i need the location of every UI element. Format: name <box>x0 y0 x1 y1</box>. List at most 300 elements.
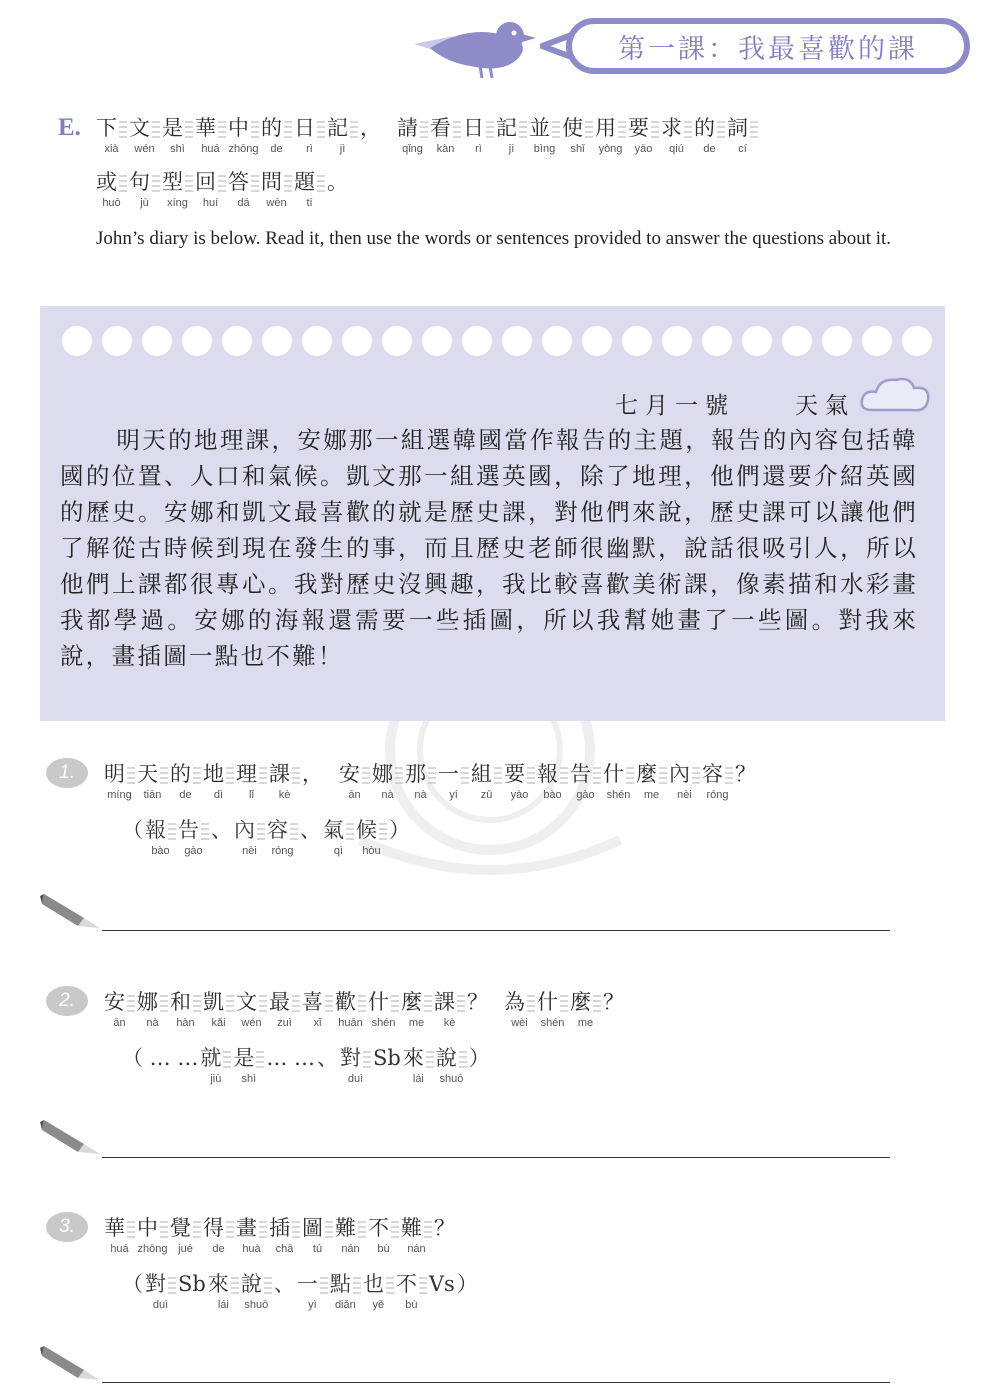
pinyin: nèi <box>677 789 692 801</box>
ruby-char <box>403 1044 434 1087</box>
hanzi: 用 <box>595 114 626 142</box>
ruby-char <box>145 1270 176 1313</box>
hanzi: 型 <box>162 168 193 196</box>
binding-hole <box>262 326 292 356</box>
ruby-char <box>236 1214 267 1257</box>
ruby-char <box>200 1044 231 1087</box>
hanzi: 地 <box>203 760 234 788</box>
pinyin: de <box>270 143 283 155</box>
ruby-char <box>170 988 201 1031</box>
hanzi: ， <box>360 116 381 140</box>
pinyin: yí <box>449 789 458 801</box>
ruby-char <box>162 168 193 211</box>
ruby-char <box>467 988 488 1031</box>
ruby-char <box>236 988 267 1031</box>
hanzi: 的 <box>170 760 201 788</box>
ruby-char <box>702 760 733 803</box>
hanzi: 難 <box>335 1214 366 1242</box>
question-2-text <box>104 988 626 1031</box>
pinyin: qì <box>333 845 344 857</box>
hanzi: 文 <box>129 114 160 142</box>
pinyin: yě <box>372 1299 385 1311</box>
pinyin: dì <box>213 789 224 801</box>
ruby-char <box>269 760 300 803</box>
ruby-char <box>469 1044 490 1087</box>
binding-hole <box>222 326 252 356</box>
hanzi: 。 <box>327 170 348 194</box>
ruby-char <box>195 168 226 211</box>
hanzi: 為 <box>504 988 535 1016</box>
ruby-char <box>537 760 568 803</box>
ruby-char <box>297 1270 328 1313</box>
pinyin: dá <box>237 197 250 209</box>
ruby-char <box>340 1044 371 1087</box>
ruby-char <box>438 760 469 803</box>
binding-hole <box>782 326 812 356</box>
question-1-text <box>104 760 758 803</box>
hanzi: 求 <box>661 114 692 142</box>
hanzi: 那 <box>405 760 436 788</box>
ruby-char <box>137 760 168 803</box>
pinyin: nà <box>146 1017 159 1029</box>
pinyin: wèn <box>266 197 287 209</box>
binding-hole <box>342 326 372 356</box>
hanzi: 不 <box>368 1214 399 1242</box>
ruby-char <box>457 1270 478 1313</box>
pinyin: zhōng <box>137 1243 168 1255</box>
hanzi: 來 <box>403 1044 434 1072</box>
binding-hole <box>902 326 932 356</box>
ruby-char <box>327 168 348 211</box>
hanzi: 候 <box>356 816 387 844</box>
pinyin: xíng <box>167 197 188 209</box>
binding-hole <box>582 326 612 356</box>
hanzi: 一 <box>297 1270 328 1298</box>
pinyin: de <box>179 789 192 801</box>
hanzi: ？ <box>735 762 756 786</box>
hanzi: （ <box>122 818 143 842</box>
bird-icon <box>410 14 540 80</box>
ruby-char <box>372 760 403 803</box>
hanzi: 是 <box>162 114 193 142</box>
hanzi: 報 <box>537 760 568 788</box>
hanzi: 說 <box>436 1044 467 1072</box>
ruby-char <box>170 1214 201 1257</box>
binding-hole <box>702 326 732 356</box>
binding-hole <box>62 326 92 356</box>
pinyin: yào <box>510 789 529 801</box>
pinyin: tú <box>312 1243 323 1255</box>
ruby-char <box>327 114 358 157</box>
hanzi: 歡 <box>335 988 366 1016</box>
question-number-badge: 2. <box>46 986 88 1016</box>
hanzi: ？ <box>603 990 624 1014</box>
ruby-char <box>302 1214 333 1257</box>
pinyin: kè <box>443 1017 456 1029</box>
pinyin: jì <box>508 143 515 155</box>
ruby-char <box>261 114 292 157</box>
pinyin: yòng <box>598 143 623 155</box>
hanzi: 是 <box>233 1044 264 1072</box>
ruby-char <box>211 816 232 859</box>
hanzi: ？ <box>467 990 488 1014</box>
hanzi: Sb <box>178 1272 206 1296</box>
binding-hole <box>142 326 172 356</box>
hanzi: 組 <box>471 760 502 788</box>
ruby-char <box>496 114 527 157</box>
ruby-char <box>122 1270 143 1313</box>
pinyin: duì <box>347 1073 364 1085</box>
hanzi: 要 <box>628 114 659 142</box>
ruby-char <box>228 114 259 157</box>
pinyin: cí <box>738 143 747 155</box>
hanzi: 、 <box>273 1272 295 1296</box>
ruby-char <box>434 1214 455 1257</box>
pinyin: wén <box>241 1017 262 1029</box>
pinyin: de <box>212 1243 225 1255</box>
ruby-char <box>636 760 667 803</box>
pinyin: xià <box>104 143 119 155</box>
pinyin: jù <box>140 197 149 209</box>
hanzi: ？ <box>434 1216 455 1240</box>
hanzi: 畫 <box>236 1214 267 1242</box>
hanzi: 回 <box>195 168 226 196</box>
hanzi: 課 <box>269 760 300 788</box>
pinyin: huà <box>242 1243 261 1255</box>
hanzi: 詞 <box>727 114 758 142</box>
hanzi: 中 <box>137 1214 168 1242</box>
ruby-char <box>363 1270 394 1313</box>
hanzi: 的 <box>261 114 292 142</box>
ruby-char <box>360 114 381 157</box>
pinyin: lǐ <box>249 789 254 801</box>
ruby-char <box>129 168 160 211</box>
binding-hole <box>382 326 412 356</box>
pinyin: gào <box>576 789 595 801</box>
ruby-char <box>228 168 259 211</box>
hanzi: 告 <box>570 760 601 788</box>
hanzi: 安 <box>104 988 135 1016</box>
pinyin: bào <box>151 845 170 857</box>
hanzi: 得 <box>203 1214 234 1242</box>
hanzi: 課 <box>434 988 465 1016</box>
hanzi: 和 <box>170 988 201 1016</box>
pinyin: duì <box>152 1299 169 1311</box>
hanzi: 日 <box>294 114 325 142</box>
hanzi: 也 <box>363 1270 394 1298</box>
hanzi: 文 <box>236 988 267 1016</box>
pinyin: rì <box>306 143 313 155</box>
pencil-icon <box>40 1110 102 1156</box>
ruby-char <box>727 114 758 157</box>
ruby-char <box>562 114 593 157</box>
ruby-char <box>241 1270 272 1313</box>
hanzi: 容 <box>702 760 733 788</box>
ruby-char <box>429 1270 455 1313</box>
pinyin: zuì <box>277 1017 292 1029</box>
ruby-char <box>203 1214 234 1257</box>
question-1-hint <box>122 816 412 859</box>
pinyin: shén <box>606 789 631 801</box>
hanzi: 或 <box>96 168 127 196</box>
answer-line-2[interactable] <box>102 1157 890 1158</box>
binding-hole <box>102 326 132 356</box>
ruby-char <box>208 1270 239 1313</box>
binding-hole <box>862 326 892 356</box>
ruby-char <box>266 1044 315 1087</box>
pinyin: zǔ <box>480 789 493 801</box>
hanzi: 凱 <box>203 988 234 1016</box>
hanzi: 最 <box>269 988 300 1016</box>
pinyin: míng <box>107 789 132 801</box>
pinyin: yì <box>308 1299 317 1311</box>
ruby-char <box>570 760 601 803</box>
hanzi: 就 <box>200 1044 231 1072</box>
hanzi: 明 <box>104 760 135 788</box>
ruby-char <box>463 114 494 157</box>
ruby-char <box>397 114 428 157</box>
ruby-char <box>434 988 465 1031</box>
ruby-char <box>203 760 234 803</box>
pinyin: de <box>703 143 716 155</box>
pinyin: yāo <box>634 143 653 155</box>
pinyin: gào <box>184 845 203 857</box>
ruby-char <box>401 988 432 1031</box>
pinyin: jué <box>178 1243 193 1255</box>
ruby-char <box>162 114 193 157</box>
hanzi: 看 <box>430 114 461 142</box>
exercise-letter: E. <box>58 114 81 141</box>
diary-date-weather: 七月一號 天氣 <box>615 393 855 419</box>
hanzi: 麼 <box>401 988 432 1016</box>
ruby-char <box>694 114 725 157</box>
pinyin: lái <box>412 1073 424 1085</box>
ruby-char <box>339 760 370 803</box>
ruby-char <box>335 988 366 1031</box>
hanzi: 問 <box>261 168 292 196</box>
pinyin: huò <box>102 197 121 209</box>
english-instruction: John’s diary is below. Read it, then use the words or sentences provided to answer the questions about it. <box>96 228 892 249</box>
hanzi: 下 <box>96 114 127 142</box>
pinyin: rì <box>475 143 482 155</box>
ruby-char <box>317 1044 338 1087</box>
pinyin: shì <box>170 143 185 155</box>
ruby-char <box>401 1214 432 1257</box>
binding-hole <box>742 326 772 356</box>
lesson-title-badge <box>566 18 970 74</box>
hanzi: （ … … <box>122 1046 199 1070</box>
ruby-char <box>603 988 624 1031</box>
question-number-badge: 1. <box>46 758 88 788</box>
ruby-char <box>170 760 201 803</box>
pinyin: kǎi <box>211 1017 226 1029</box>
hanzi: … … <box>266 1046 316 1070</box>
ruby-char <box>203 988 234 1031</box>
question-3-text <box>104 1214 457 1257</box>
pinyin: shǐ <box>570 143 585 155</box>
hanzi: 華 <box>195 114 226 142</box>
question-number-badge: 3. <box>46 1212 88 1242</box>
hanzi: Sb <box>373 1046 401 1070</box>
ruby-char <box>137 1214 168 1257</box>
lesson-title: 第一課：我最喜歡的課 <box>618 33 918 65</box>
pinyin: zhōng <box>228 143 259 155</box>
pinyin: huá <box>110 1243 129 1255</box>
ruby-char <box>234 816 265 859</box>
ruby-char <box>373 1044 401 1087</box>
ruby-char <box>628 114 659 157</box>
ruby-char <box>122 1044 198 1087</box>
pinyin: bù <box>405 1299 418 1311</box>
hanzi: ） <box>468 1046 490 1070</box>
hanzi: 華 <box>104 1214 135 1242</box>
pinyin: nán <box>407 1243 426 1255</box>
ruby-char <box>137 988 168 1031</box>
hanzi: 並 <box>529 114 560 142</box>
hanzi: 安 <box>339 760 370 788</box>
hanzi: 容 <box>267 816 298 844</box>
hanzi: 內 <box>234 816 265 844</box>
pinyin: shuō <box>244 1299 269 1311</box>
hanzi: 中 <box>228 114 259 142</box>
answer-line-3[interactable] <box>102 1382 890 1383</box>
ruby-char <box>195 114 226 157</box>
hanzi: 、 <box>300 818 321 842</box>
hanzi: 報 <box>145 816 176 844</box>
hanzi: ） <box>456 1272 478 1296</box>
diary-paragraph: 明天的地理課，安娜那一組選韓國當作報告的主題，報告的內容包括韓國的位置、人口和氣候。凱文那一組選英國，除了地理，他們還要介紹英國的歷史。安娜和凱文最喜歡的就是歷史課，對他們來說，歷史課可以讓他們了解從古時候到現在發生的事，而且歷史老師很幽默，說話很吸引人，所以他們上課都很專心。我對歷史沒興趣，我比較喜歡美術課，像素描和水彩畫我都學過。安娜的海報還需要一些插圖，所以我幫她畫了一些圖。對我來說，畫插圖一點也不難！ <box>60 426 918 670</box>
hanzi: 對 <box>340 1044 371 1072</box>
hanzi: 什 <box>603 760 634 788</box>
binding-hole <box>302 326 332 356</box>
pinyin: nà <box>414 789 427 801</box>
ruby-char <box>294 168 325 211</box>
hanzi: 什 <box>368 988 399 1016</box>
hanzi: ， <box>302 762 323 786</box>
ruby-char <box>436 1044 467 1087</box>
ruby-char <box>178 1270 206 1313</box>
pinyin: bù <box>377 1243 390 1255</box>
ruby-char <box>669 760 700 803</box>
ruby-char <box>335 1214 366 1257</box>
pinyin: tí <box>306 197 313 209</box>
pinyin: huān <box>338 1017 363 1029</box>
pinyin: nà <box>381 789 394 801</box>
pinyin: wén <box>134 143 155 155</box>
instruction-line-2 <box>96 168 350 211</box>
pinyin: shén <box>540 1017 565 1029</box>
hanzi: 娜 <box>372 760 403 788</box>
hanzi: 插 <box>269 1214 300 1242</box>
hanzi: 圖 <box>302 1214 333 1242</box>
ruby-char <box>603 760 634 803</box>
hanzi: 告 <box>178 816 209 844</box>
diary-binding-holes <box>62 326 932 356</box>
hanzi: ） <box>389 818 410 842</box>
cloud-icon <box>860 374 932 416</box>
hanzi: 難 <box>401 1214 432 1242</box>
question-3-hint <box>122 1270 480 1313</box>
ruby-char <box>330 1270 361 1313</box>
pinyin: róng <box>706 789 729 801</box>
ruby-char <box>368 1214 399 1257</box>
ruby-char <box>300 816 321 859</box>
pinyin: me <box>577 1017 594 1029</box>
ruby-char <box>323 816 354 859</box>
pinyin: shì <box>241 1073 257 1085</box>
hanzi: 的 <box>694 114 725 142</box>
pinyin: bìng <box>533 143 556 155</box>
ruby-char <box>302 760 323 803</box>
ruby-char <box>267 816 298 859</box>
pinyin: róng <box>271 845 294 857</box>
ruby-char <box>430 114 461 157</box>
hanzi: 來 <box>208 1270 239 1298</box>
hanzi: 點 <box>330 1270 361 1298</box>
hanzi: 麼 <box>636 760 667 788</box>
hanzi: （ <box>122 1272 143 1296</box>
hanzi: 對 <box>145 1270 176 1298</box>
ruby-char <box>368 988 399 1031</box>
pinyin: ān <box>113 1017 126 1029</box>
hanzi: 麼 <box>570 988 601 1016</box>
pinyin: xǐ <box>313 1017 322 1029</box>
answer-line-1[interactable] <box>102 930 890 931</box>
pinyin: bào <box>543 789 562 801</box>
hanzi: 說 <box>241 1270 272 1298</box>
pencil-icon <box>40 1336 102 1382</box>
ruby-char <box>504 760 535 803</box>
pinyin: lái <box>217 1299 229 1311</box>
hanzi: 理 <box>236 760 267 788</box>
ruby-char <box>104 988 135 1031</box>
ruby-char <box>269 1214 300 1257</box>
binding-hole <box>542 326 572 356</box>
pinyin: huí <box>202 197 219 209</box>
ruby-char <box>122 816 143 859</box>
ruby-char <box>96 168 127 211</box>
ruby-char <box>735 760 756 803</box>
hanzi: 內 <box>669 760 700 788</box>
pinyin: ān <box>348 789 361 801</box>
hanzi: 記 <box>327 114 358 142</box>
pinyin: me <box>408 1017 425 1029</box>
ruby-char <box>129 114 160 157</box>
ruby-char <box>104 1214 135 1257</box>
ruby-char <box>145 816 176 859</box>
hanzi: 什 <box>537 988 568 1016</box>
ruby-char <box>261 168 292 211</box>
ruby-char <box>104 760 135 803</box>
question-2-hint <box>122 1044 492 1087</box>
hanzi: Vs <box>428 1272 455 1296</box>
ruby-char <box>96 114 127 157</box>
ruby-char <box>595 114 626 157</box>
ruby-char <box>570 988 601 1031</box>
pinyin: qiú <box>669 143 684 155</box>
pinyin: diǎn <box>334 1299 356 1311</box>
pinyin: qǐng <box>402 143 423 155</box>
binding-hole <box>662 326 692 356</box>
pencil-icon <box>40 884 102 930</box>
diary-text <box>60 422 918 674</box>
ruby-char <box>294 114 325 157</box>
ruby-char <box>405 760 436 803</box>
hanzi: 記 <box>496 114 527 142</box>
hanzi: 、 <box>317 1046 339 1070</box>
ruby-char <box>471 760 502 803</box>
binding-hole <box>622 326 652 356</box>
